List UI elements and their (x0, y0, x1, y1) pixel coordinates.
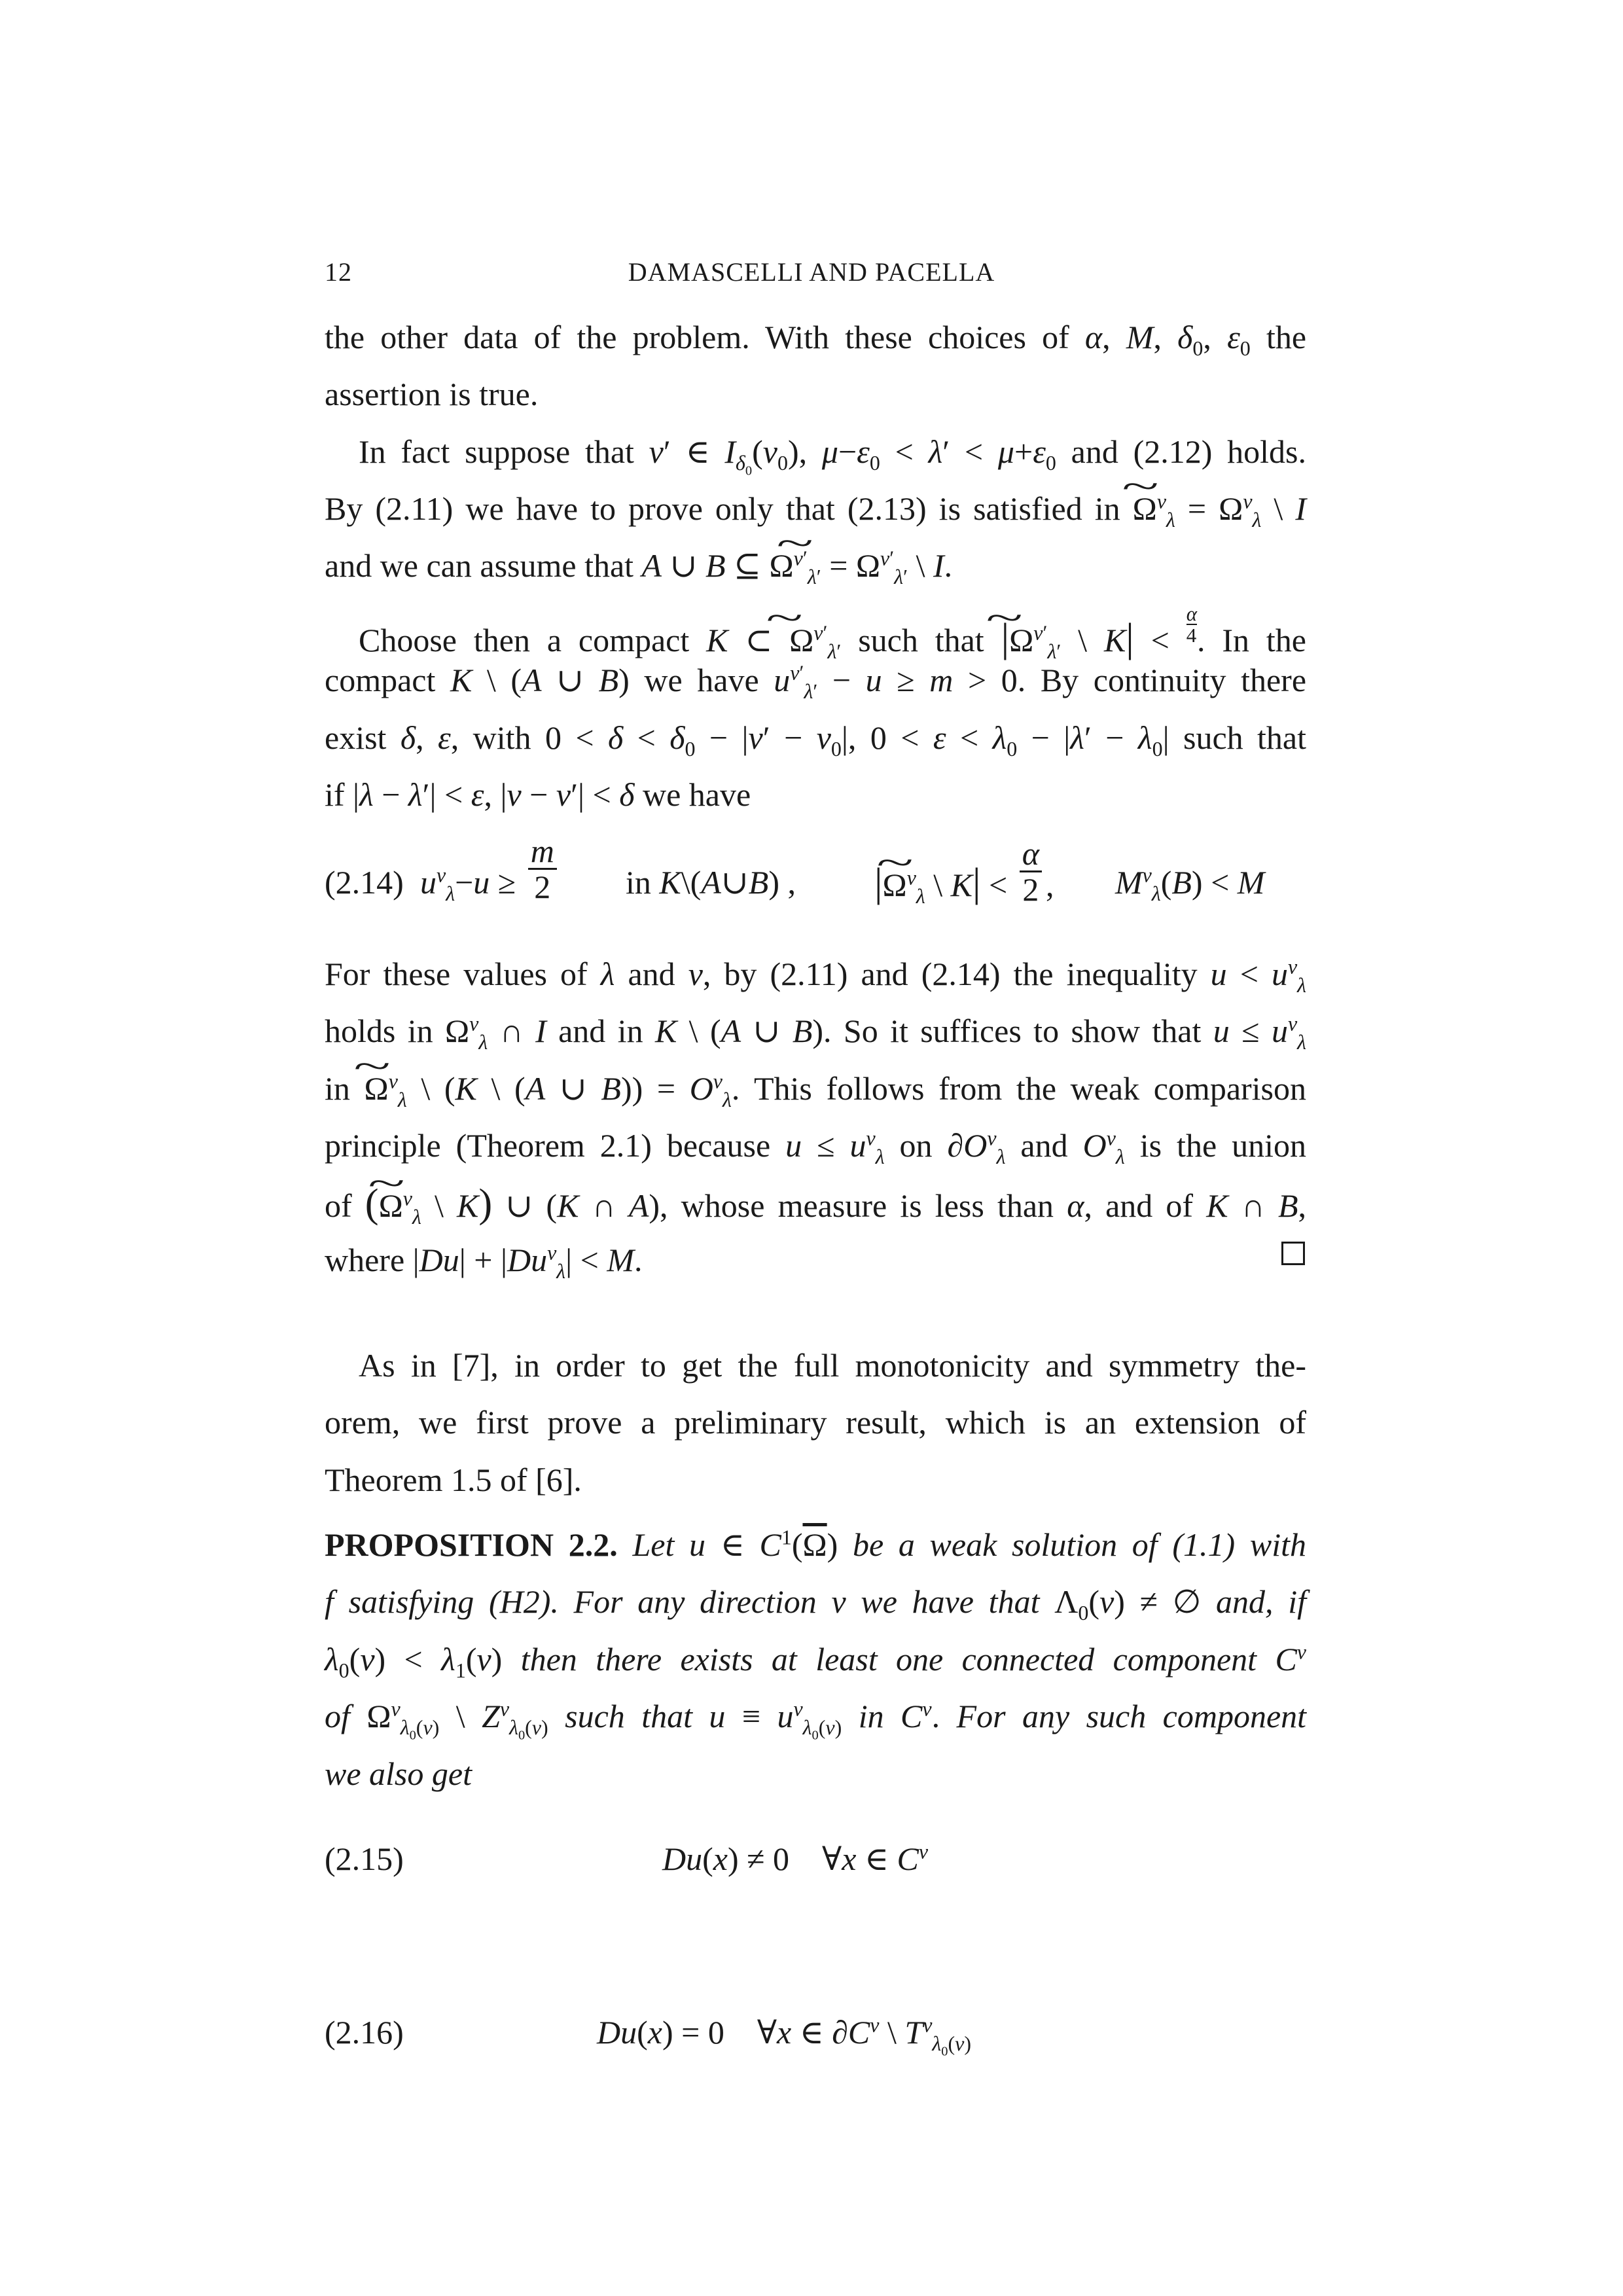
equation-2-15: Du(x) ≠ 0 ∀x ∈ $C^\nu$ (662, 1839, 929, 1877)
text-line: Theorem 1.5 of [6]. (325, 1462, 582, 1498)
text-line: if |λ − λ′| < ε, |ν − ν′| < δ we have (325, 776, 751, 813)
text-line: PROPOSITION 2.2. Let u ∈ $C^1(\overline{\Omega})$ be a weak solution of (1.1) with (325, 1525, 1307, 1563)
equation-2-15-label: (2.15) (325, 1840, 404, 1877)
text-line (325, 1754, 1306, 1793)
text-line: $\lambda_0(\nu) < \lambda_1(\nu)$ then there exists at least one connected component $C^\nu$ (325, 1640, 1306, 1682)
text-line: By (2.11) we have to prove only that (2.13) is satisfied in ~ $\Omega^\nu_\lambda = \Omega^\nu_\lambda$ \ I (325, 489, 1306, 528)
text-line: the other data of the problem. With these choices of α, M, $\delta_0$, $\varepsilon_0$ the (325, 319, 1307, 360)
text-line: in ~ $\Omega^\nu_\lambda$ \ (K \ (A ∪ $B)) = O^\nu_\lambda$. This follows from the weak comparison (325, 1069, 1306, 1108)
text-line: exist δ, ε, with $0 < \delta < \delta_0 - |\nu' - \nu_0|$, $0 < \varepsilon < \lambda_0 - |\lambda' - \lambda_0|$ such that (325, 719, 1307, 761)
page-number: 12 (325, 257, 352, 287)
text-line: f satisfying (H2). For any direction ν we have that $\Lambda_0(\nu)$ ≠ ∅ and, if (325, 1583, 1306, 1624)
equation-2-16-label: (2.16) (325, 2014, 404, 2051)
proposition-text: we also get (325, 1755, 472, 1792)
text-line: For these values of λ and ν, by (2.11) and (2.14) the inequality $u < u^\nu_\lambda$ (325, 954, 1306, 997)
text-line: principle (Theorem 2.1) because $u \le u^\nu_\lambda$ on $\partial O^\nu_\lambda$ and $O^\nu_\lambda$ is the union (325, 1126, 1306, 1168)
text-line: where $|Du| + |Du^\nu_\lambda| < M$. (325, 1240, 643, 1283)
text-line: assertion is true. (325, 376, 539, 412)
text-line: of $\Omega^\nu_{\lambda_0(\nu)}$ \ $Z^\nu_{\lambda_0(\nu)}$ such that $u \equiv u^\nu_{\lambda_0(\nu)}$ in $C^\nu$. For any such component (325, 1696, 1307, 1743)
text-line: Choose then a compact K ⊂ ~ $\Omega^{\nu'}_{\lambda'}$ such that |~ $\Omega^{\nu'}_{\lambda'}$ \ K| < $\frac{\alpha}{4}$ . In the (359, 603, 1306, 660)
text-line: orem, we first prove a preliminary result, which is an extension of (325, 1404, 1306, 1441)
text-line: holds in $\Omega^\nu_\lambda$ ∩ I and in K \ (A ∪ B). So it suffices to show that $u \le u^\nu_\lambda$ (325, 1011, 1307, 1054)
text-line: As in [7], in order to get the full monotonicity and symmetry the- (359, 1347, 1306, 1384)
proposition-label: PROPOSITION 2.2. (325, 1526, 618, 1563)
equation-2-16: Du(x) = 0 ∀x ∈ $\partial C^\nu$ \ $T^\nu_{\lambda_0(\nu)}$ (597, 2013, 972, 2059)
text-line: and we can assume that A ∪ B ⊆ ~ $\Omega^{\nu'}_{\lambda'} = \Omega^{\nu'}_{\lambda'}$ \ I. (325, 546, 1306, 585)
running-title: DAMASCELLI AND PACELLA (628, 257, 995, 287)
text-line: of (~ $\Omega^\nu_\lambda$ \ K) ∪ (K ∩ A), whose measure is less than α, and of K ∩ B, (325, 1183, 1306, 1225)
text-line: compact K \ (A ∪ B) we have $u^{\nu'}_{\lambda'} - u \ge m > 0$. By continuity there (325, 660, 1307, 703)
qed-square-icon (1281, 1242, 1305, 1265)
text-line: In fact suppose that ν′ ∈ $I_{\delta_0}(\nu_0)$, $\mu-\varepsilon_0 < \lambda' < \mu+\varepsilon_0$ and (2.12) holds. (359, 433, 1306, 478)
